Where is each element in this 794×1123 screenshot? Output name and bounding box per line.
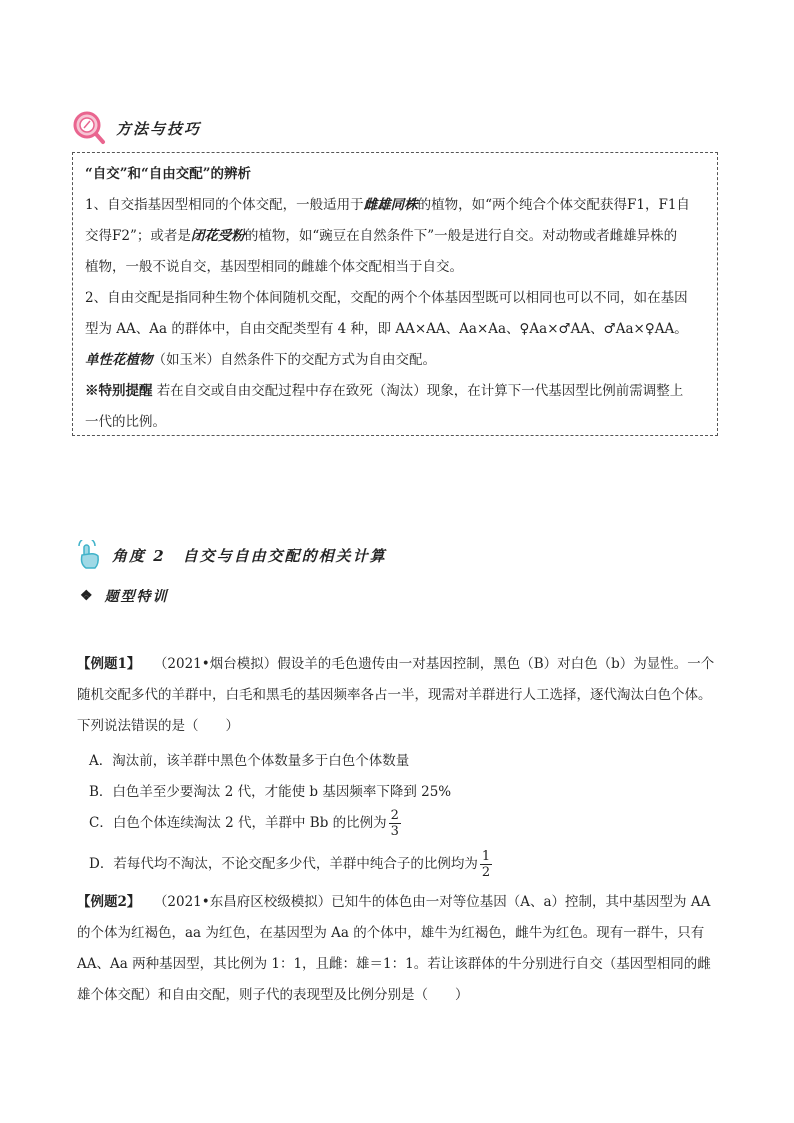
tips-box <box>72 152 718 436</box>
box-paragraph-1-end: 植物，一般不说自交，基因型相同的雌雄个体交配相当于自交。 <box>85 259 463 275</box>
box-paragraph-2-cont: 型为 AA、Aa 的群体中，自由交配类型有 4 种，即 AA×AA、Aa×Aa、♀Aa×♂AA、♂Aa×♀AA。 <box>85 321 688 337</box>
box-reminder-end: 一代的比例。 <box>85 414 166 430</box>
example-2-line-4: 雄个体交配）和自由交配，则子代的表现型及比例分别是（ ） <box>77 987 469 1003</box>
example-1-line-1: 【例题1】 （2021•烟台模拟）假设羊的毛色遗传由一对基因控制，黑色（B）对白色（b）为显性。一个 <box>77 656 715 672</box>
section-header-methods <box>72 110 201 146</box>
example-1 <box>77 649 727 742</box>
box-reminder: ※特别提醒 若在自交或自由交配过程中存在致死（淘汰）现象，在计算下一代基因型比例前需调整上 <box>85 383 684 399</box>
example-tag: 【例题2】 <box>77 894 134 910</box>
example-1-line-2: 随机交配多代的羊群中，白毛和黑毛的基因频率各占一半，现需对羊群进行人工选择，逐代淘汰白色个体。 <box>77 687 712 703</box>
fraction: $\frac{1}{2}$ <box>481 849 491 880</box>
fraction: $\frac{2}{3}$ <box>390 808 399 839</box>
magnifier-icon <box>72 110 106 146</box>
section-title: 方法与技巧 <box>116 119 202 138</box>
box-paragraph-1: 1、自交指基因型相同的个体交配，一般适用于雌雄同株的植物，如“两个纯合个体交配获得F1，F1自 <box>85 197 690 213</box>
subsection-header <box>80 586 169 606</box>
box-paragraph-1-cont: 交得F2”；或者是闭花受粉的植物，如“豌豆在自然条件下”一般是进行自交。对动物或者雌雄异株的 <box>85 228 678 244</box>
example-2-line-3: AA、Aa 两种基因型，其比例为 1：1，且雌：雄＝1：1。若让该群体的牛分别进行自交（基因型相同的雌 <box>77 956 711 972</box>
example-2 <box>77 887 727 1011</box>
box-heading: “自交”和“自由交配”的辨析 <box>85 166 252 182</box>
box-paragraph-2-end: 单性花植物（如玉米）自然条件下的交配方式为自由交配。 <box>85 352 436 368</box>
example-tag: 【例题1】 <box>77 656 134 672</box>
option-b: B．白色羊至少要淘汰 2 代，才能使 b 基因频率下降到 25% <box>89 784 452 800</box>
section-header-angle2 <box>76 540 387 570</box>
section-title: 角度 2 自交与自由交配的相关计算 <box>112 546 387 565</box>
option-d: D．若每代均不淘汰，不论交配多少代，羊群中纯合子的比例均为 $\frac{1}{2}$ <box>89 849 491 880</box>
example-2-line-1: 【例题2】 （2021•东昌府区校级模拟）已知牛的体色由一对等位基因（A、a）控制，其中基因型为 AA <box>77 894 711 910</box>
example-1-line-3: 下列说法错误的是（ ） <box>77 718 239 734</box>
example-2-line-2: 的个体为红褐色，aa 为红色，在基因型为 Aa 的个体中，雄牛为红褐色，雌牛为红色。现有一群牛，只有 <box>77 925 705 941</box>
diamond-bullet-icon: ❖ <box>80 588 93 604</box>
box-paragraph-2: 2、自由交配是指同种生物个体间随机交配，交配的两个个体基因型既可以相同也可以不同，如在基因 <box>85 290 688 306</box>
subsection-title: 题型特训 <box>104 589 169 605</box>
option-a: A．淘汰前，该羊群中黑色个体数量多于白色个体数量 <box>89 753 410 769</box>
option-c: C．白色个体连续淘汰 2 代，羊群中 Bb 的比例为 $\frac{2}{3}$ <box>89 808 399 839</box>
pointing-hand-icon <box>76 540 102 570</box>
